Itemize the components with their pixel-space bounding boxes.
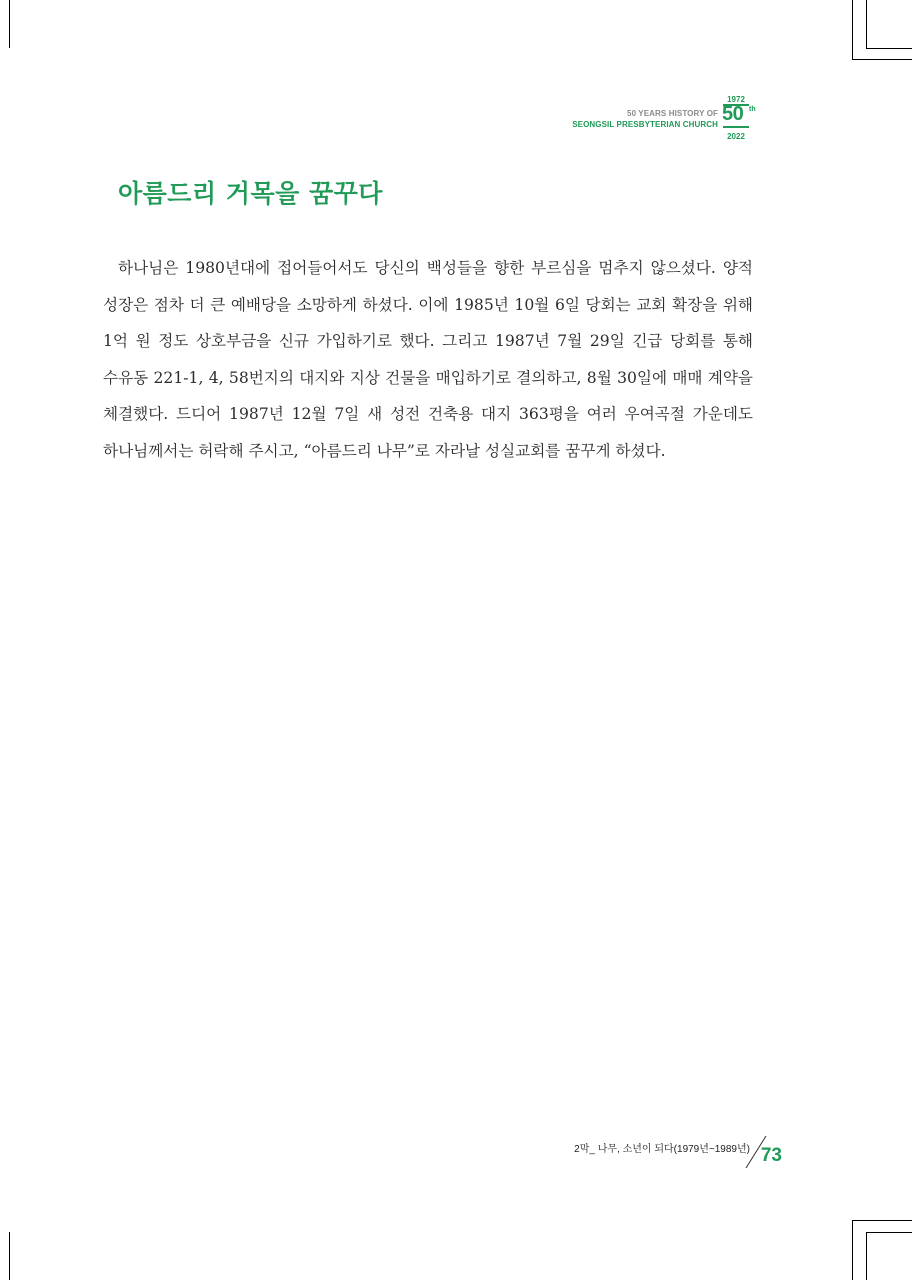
- crop-mark: [852, 0, 853, 60]
- header-line-2: SEONGSIL PRESBYTERIAN CHURCH: [572, 120, 718, 129]
- crop-mark: [866, 48, 912, 49]
- chapter-label: 2막_ 나무, 소년이 되다(1979년~1989년): [574, 1144, 750, 1155]
- crop-mark: [9, 1232, 10, 1280]
- crop-mark: [866, 1232, 867, 1280]
- crop-mark: [9, 0, 10, 48]
- crop-mark: [852, 1220, 853, 1280]
- header-line-1: 50 YEARS HISTORY OF: [627, 109, 718, 118]
- crop-mark: [866, 1232, 912, 1233]
- anniversary-badge: [722, 95, 762, 143]
- section-title: 아름드리 거목을 꿈꾸다: [118, 179, 383, 208]
- header-text: [572, 108, 718, 130]
- badge-suffix: th: [749, 106, 756, 113]
- body-paragraph: 하나님은 1980년대에 접어들어서도 당신의 백성들을 향한 부르심을 멈추지 않으셨다. 양적 성장은 점차 더 큰 예배당을 소망하게 하셨다. 이에 1985년 10월 6일 당회는 교회 확장을 위해 1억 원 정도 상호부금을 신규 가입하기로 했다. 그리고 1987년 7월 29일 긴급 당회를 통해 수유동 221-1, 4, 58번지의 대지와 지상 건물을 매입하기로 결의하고, 8월 30일에 매매 계약을 체결했다. 드디어 1987년 12월 7일 새 성전 건축용 대지 363평을 여러 우여곡절 가운데도 하나님께서는 허락해 주시고, “아름드리 나무”로 자라날 성실교회를 꿈꾸게 하셨다.: [103, 259, 753, 460]
- page-footer: [560, 1134, 790, 1174]
- badge-number: 50: [722, 103, 744, 125]
- crop-mark: [852, 1220, 912, 1221]
- crop-mark: [852, 59, 912, 60]
- badge-rule-bottom: [723, 126, 749, 128]
- badge-end-year: 2022: [727, 132, 745, 141]
- crop-mark: [866, 0, 867, 48]
- running-header: [572, 95, 762, 143]
- badge-start-year: 1972: [727, 95, 745, 104]
- page-number: 73: [760, 1145, 782, 1166]
